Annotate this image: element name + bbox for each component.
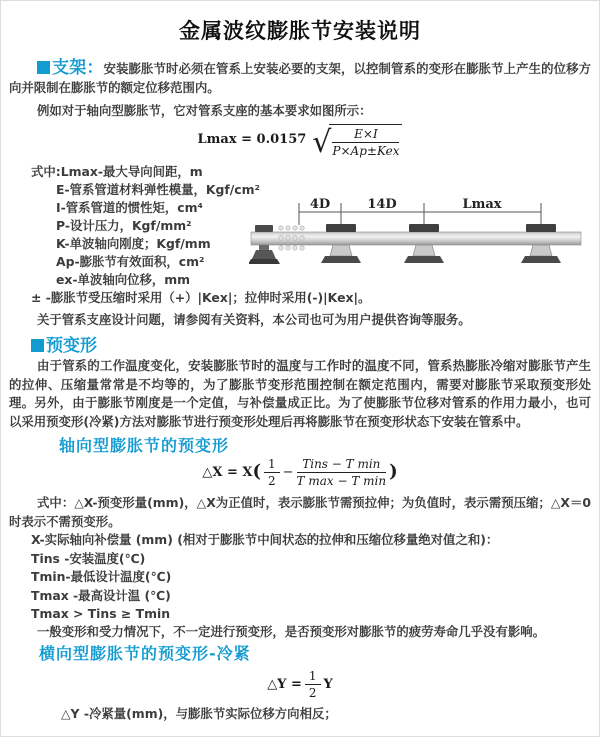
axial-heading: 轴向型膨胀节的预变形 xyxy=(59,436,230,455)
frac-half-den: 2 xyxy=(268,473,276,488)
definitions-list xyxy=(31,163,260,289)
pipe-support-diagram xyxy=(249,195,599,287)
definition-item: K-单波轴向刚度；Kgf/mm xyxy=(56,236,211,251)
page-title: 金属波纹膨胀节安装说明 xyxy=(179,19,421,43)
dimension-lines xyxy=(299,203,541,225)
dim-label-4d: 4D xyxy=(309,197,331,212)
axial-item: Tins -安装温度(℃) xyxy=(31,550,146,566)
support-paragraph xyxy=(9,59,591,97)
frac-temp-num: Tins − T min xyxy=(297,457,387,473)
axial-note: 一般变形和受力情况下，不一定进行预变形，是否预变形对膨胀节的疲劳寿命几乎没有影响。 xyxy=(37,624,546,639)
service-note: 关于管系支座设计问题，请参阅有关资料，本公司也可为用户提供咨询等服务。 xyxy=(37,312,471,327)
preform-section-header xyxy=(31,331,97,356)
lateral-note: △Y -冷紧量(mm)，与膨胀节实际位移方向相反； xyxy=(61,706,337,721)
preform-heading: 预变形 xyxy=(46,336,97,356)
formula-axial xyxy=(1,456,599,488)
axial-definitions-list xyxy=(31,531,498,624)
frac-half-num: 1 xyxy=(305,669,321,685)
lateral-heading: 横向型膨胀节的预变形-冷紧 xyxy=(39,644,251,663)
open-paren: ( xyxy=(252,460,261,482)
definition-item: E-管系管道材料弹性模量，Kgf/cm² xyxy=(56,182,260,197)
frac-half-num: 1 xyxy=(264,457,280,473)
formula-lateral-rhs: Y xyxy=(323,676,333,692)
plusminus-note: ± -膨胀节受压缩时采用（+）|Kex|；拉伸时采用(-)|Kex|。 xyxy=(31,290,371,305)
formula-lmax-lhs: Lmax = 0.0157 xyxy=(197,131,307,147)
axial-explain: 式中：△X-预变形量(mm)，△X为正值时，表示膨胀节需预拉伸；为负值时，表示需预压缩；△X＝0时表示不需预变形。 xyxy=(9,495,591,529)
frac-temp-den: T max − T min xyxy=(296,473,387,488)
dim-label-lmax: Lmax xyxy=(462,197,502,212)
support-section-label: 支架： xyxy=(52,58,104,78)
section-square-icon xyxy=(37,61,50,74)
formula-lmax xyxy=(1,121,599,160)
axial-item: X-实际轴向补偿量 (mm) (相对于膨胀节中间状态的拉伸和压缩位移量绝对值之和)： xyxy=(31,532,499,547)
definition-item: ex-单波轴向位移，mm xyxy=(56,272,191,287)
formula-lmax-denominator: P×Ap±Kex xyxy=(332,144,400,158)
formula-lmax-numerator: E×I xyxy=(332,127,399,143)
axial-item: Tmax -最高设计温 (℃) xyxy=(31,587,171,603)
definition-item: I-管系管道的惯性矩，cm⁴ xyxy=(56,200,203,215)
radical-sign: √ xyxy=(312,124,332,160)
formula-lateral xyxy=(1,669,599,699)
preform-body: 由于管系的工作温度变化，安装膨胀节时的温度与工作时的温度不同，管系热膨胀冷缩对膨胀节产生的拉伸、压缩量常常是不均等的，为了膨胀节变形范围控制在额定范围内，需要对膨胀节采取预变形处理。另外，由于膨胀节刚度是一个定值，与补偿量成正比。为了使膨胀节位移对管系的作用力最小，也可以采用预变形(冷紧)方法对膨胀节进行预变形处理后再将膨胀节在预变形状态下安装在管系中。 xyxy=(9,358,591,429)
frac-half-den: 2 xyxy=(308,685,317,700)
formula-axial-lhs: △X = X xyxy=(202,464,253,480)
formula-lateral-lhs: △Y = xyxy=(267,676,302,692)
minus-sign: − xyxy=(282,464,294,480)
definitions-intro: 式中:Lmax-最大导向间距，m xyxy=(31,164,203,179)
axial-item: Tmax > Tins ≥ Tmin xyxy=(31,606,171,622)
definition-item: Ap-膨胀节有效面积，cm² xyxy=(56,254,205,269)
dim-label-14d: 14D xyxy=(367,197,397,212)
axial-item: Tmin-最低设计温度(℃) xyxy=(31,569,172,585)
definition-item: P-设计压力，Kgf/mm² xyxy=(56,218,192,233)
section-square-icon xyxy=(31,339,44,352)
support-text: 安装膨胀节时必须在管系上安装必要的支架，以控制管系的变形在膨胀节上产生的位移方向并限制在膨胀节的额定位移范围内。 xyxy=(9,61,592,95)
support-example-text: 例如对于轴向型膨胀节，它对管系支座的基本要求如图所示： xyxy=(37,103,372,118)
close-paren: ) xyxy=(389,460,398,482)
